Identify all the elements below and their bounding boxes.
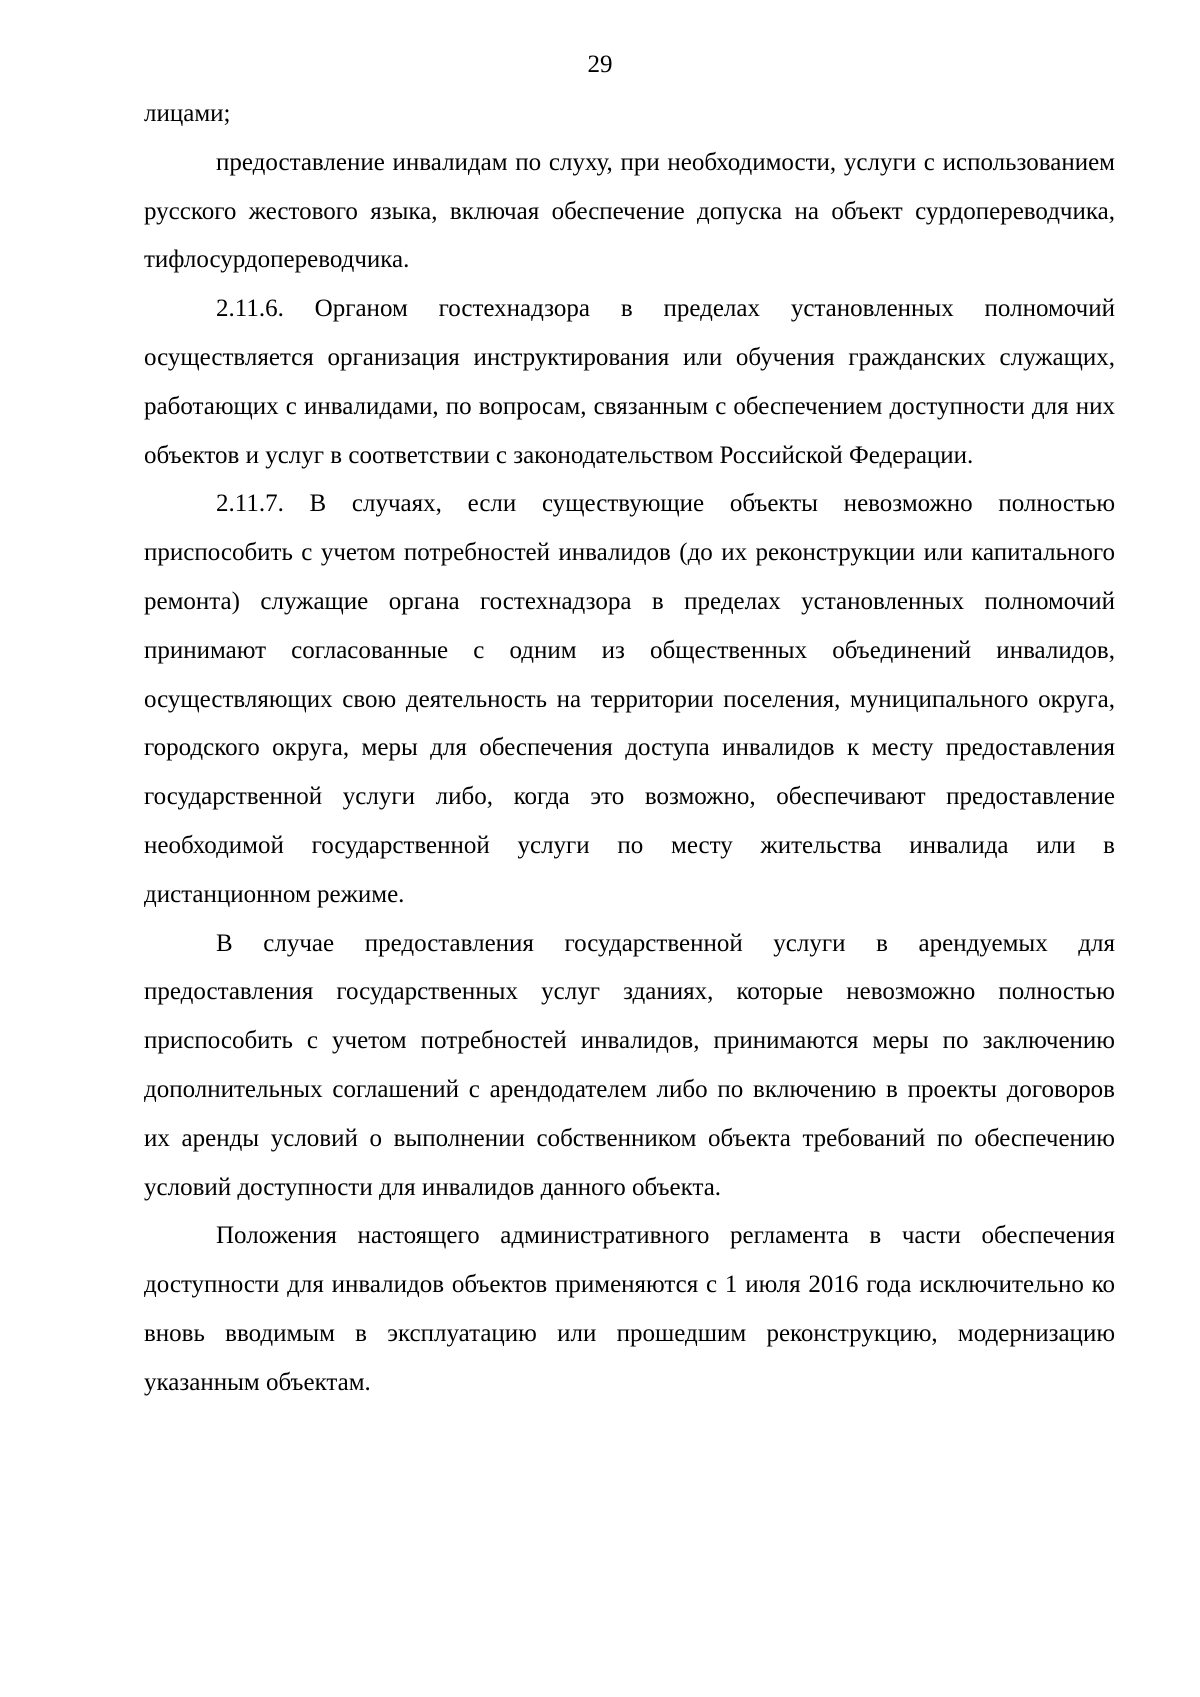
page-number: 29 [587,51,613,78]
paragraph-2-11-7: 2.11.7. В случаях, если существующие объекты невозможно полностью приспособить с учетом потребностей инвалидов (до их реконструкции или капитального ремонта) служащие органа гостехнадзора в пределах установленных полномочий принимают согласованные с одним из общественных объединений инвалидов, осуществляющих свою деятельность на территории поселения, муниципального округа, городского округа, меры для обеспечения доступа инвалидов к месту предоставления государственной услуги либо, когда это возможно, обеспечивают предоставление необходимой государственной услуги по месту жительства инвалида или в дистанционном режиме. [144,490,1115,908]
paragraph-sign-language: предоставление инвалидам по слуху, при необходимости, услуги с использованием русского жестового языка, включая обеспечение допуска на объект сурдопереводчика, тифлосурдопереводчика. [144,148,1115,274]
document-body [144,90,1115,1408]
paragraph-regulation-provisions: Положения настоящего административного регламента в части обеспечения доступности для инвалидов объектов применяются с 1 июля 2016 года исключительно ко вновь вводимым в эксплуатацию или прошедшим реконструкцию, модернизацию указанным объектам. [144,1222,1115,1396]
paragraph-rented-buildings: В случае предоставления государственной услуги в арендуемых для предоставления государственных услуг зданиях, которые невозможно полностью приспособить с учетом потребностей инвалидов, принимаются меры по заключению дополнительных соглашений с арендодателем либо по включению в проекты договоров их аренды условий о выполнении собственником объекта требований по обеспечению условий доступности для инвалидов данного объекта. [144,929,1115,1201]
paragraph-2-11-6: 2.11.6. Органом гостехнадзора в пределах установленных полномочий осуществляется организация инструктирования или обучения гражданских служащих, работающих с инвалидами, по вопросам, связанным с обеспечением доступности для них объектов и услуг в соответствии с законодательством Российской Федерации. [144,295,1115,469]
paragraph-continuation: лицами; [144,100,231,127]
